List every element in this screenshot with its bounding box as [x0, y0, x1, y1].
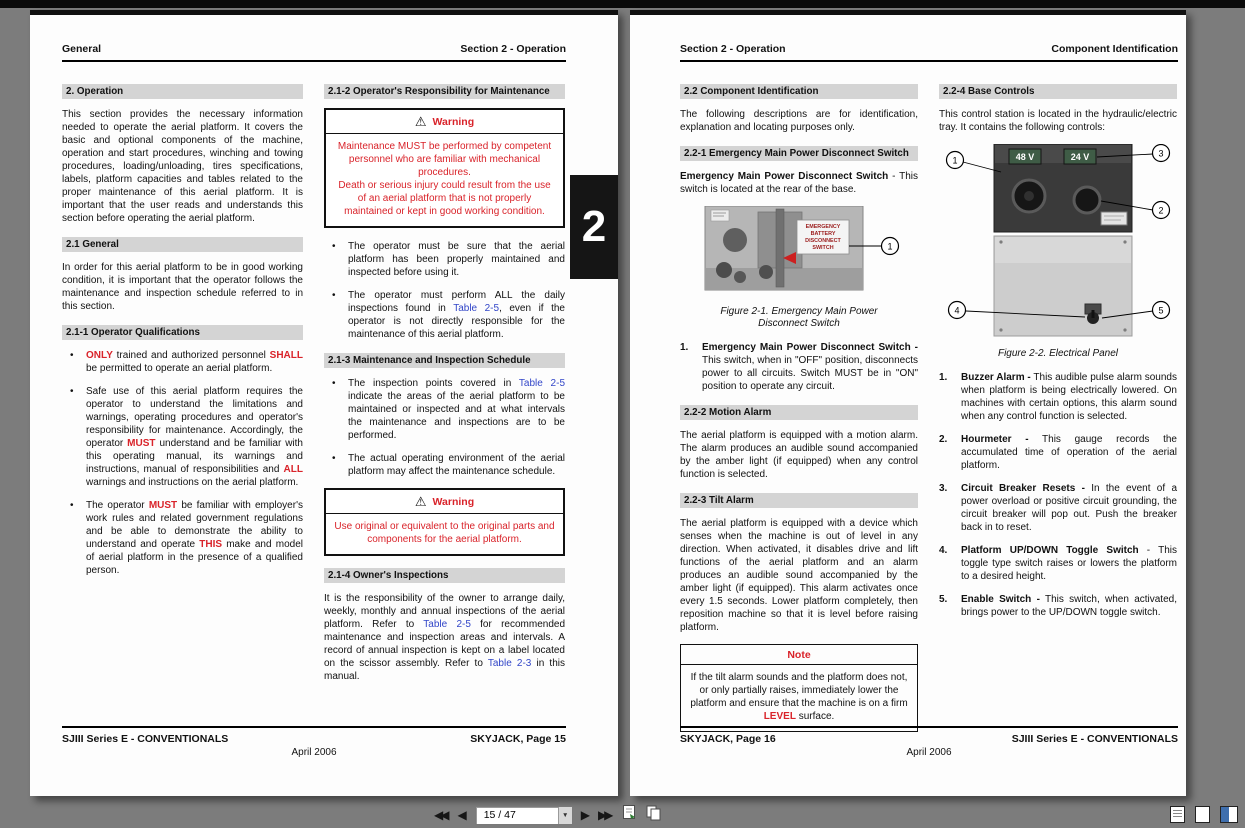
figure-2-1-caption: Figure 2-1. Emergency Main Power Disconnect Switch [720, 306, 878, 329]
bullet-item [62, 499, 303, 577]
text-segment: warnings and instructions on the aerial platform. [86, 477, 299, 488]
warning-body [326, 514, 563, 554]
heading-operation: 2. Operation [62, 84, 303, 99]
page-dropdown-button[interactable]: ▼ [558, 807, 572, 824]
text-segment: surface. [795, 711, 835, 722]
warning-box [324, 108, 565, 228]
text-segment: - This toggle type switch raises or lowers the platform to a desired height. [961, 545, 1178, 582]
table-reference-link[interactable]: Table 2-5 [423, 619, 471, 630]
footer-page-number: SKYJACK, Page 15 [470, 733, 566, 745]
paragraph-tilt-alarm: The aerial platform is equipped with a device which senses when the machine is out of level in any direction. When activated, it disables drive and lift functions of the aerial platform and an alarm produces an audible sound accompanied by the amber light (if equipped). This alarm activates once every 1.5 seconds. Lower platform completely, then reposition machine so that it is level before raising platform. [680, 518, 918, 633]
page-number-field[interactable] [475, 806, 573, 825]
svg-text:2: 2 [1158, 205, 1164, 216]
footer-date: April 2006 [906, 747, 952, 758]
warning-box [324, 488, 565, 556]
running-header-right: Section 2 - Operation [460, 43, 566, 55]
text-segment: This gauge records the accumulated time of operation of the aerial platform. [961, 434, 1177, 471]
last-page-button[interactable]: ▶▶ [597, 808, 611, 822]
voltage-label-24v: 24 V [1070, 152, 1090, 162]
table-reference-link[interactable]: Table 2-3 [487, 658, 532, 669]
text-segment: LEVEL [763, 711, 796, 722]
table-reference-link[interactable]: Table 2-5 [453, 303, 500, 314]
svg-text:DISCONNECT: DISCONNECT [805, 238, 841, 244]
text-segment: , even if the operator is not directly responsible for the maintenance of this aerial platform. [348, 303, 565, 340]
manual-page-16 [630, 10, 1186, 796]
text-segment: Circuit Breaker Resets - [961, 483, 1085, 494]
paragraph-emergency-disconnect [680, 170, 918, 196]
figure-2-1-label-text: EMERGENCY [805, 224, 841, 230]
text-segment: MUST [148, 500, 178, 511]
text-segment: be permitted to operate an aerial platform. [86, 363, 273, 374]
warning-title [326, 490, 563, 514]
heading-motion-alarm: 2.2-2 Motion Alarm [680, 405, 918, 420]
paragraph-component-id: The following descriptions are for identification, explanation and locating purposes only. [680, 109, 918, 133]
window-top-edge [0, 0, 1245, 8]
text-segment: In the event of a power overload or positive circuit grounding, the circuit breaker will pop out. Push the breaker back in to reset. [961, 483, 1178, 533]
text-segment: in this manual. [324, 658, 565, 682]
text-segment: SHALL [269, 350, 303, 361]
svg-text:BATTERY: BATTERY [810, 231, 836, 237]
warning-title [326, 110, 563, 134]
text-segment: This audible pulse alarm sounds when platform is being electrically lowered. On machines with certain options, this alarm sound when any control function is selected. [961, 372, 1177, 422]
note-body [681, 665, 917, 731]
paragraph-owners-inspections [324, 592, 565, 683]
warning-title-text: Warning [432, 116, 475, 128]
single-page-view-icon[interactable] [1195, 806, 1210, 823]
text-segment: It is the responsibility of the owner to arrange daily, weekly, monthly and annual inspections of the aerial platform. Refer to [324, 593, 565, 630]
paragraph-base-controls: This control station is located in the hydraulic/electric tray. It contains the following controls: [939, 109, 1177, 133]
page15-column-2 [324, 84, 565, 693]
running-header-left: General [62, 43, 102, 55]
note-box [680, 644, 918, 732]
figure-2-2-caption: Figure 2-2. Electrical Panel [997, 348, 1119, 359]
text-segment: for recommended maintenance and inspection areas and intervals. A record of annual inspection is kept on a label located on the scissor assembly. Refer to [324, 619, 566, 669]
warning-line: Maintenance MUST be performed by competent personnel who are familiar with mechanical procedures. [337, 141, 552, 178]
text-segment: Emergency Main Power Disconnect Switch - [702, 342, 918, 353]
text-segment: Platform UP/DOWN Toggle Switch [961, 545, 1139, 556]
heading-tilt-alarm: 2.2-3 Tilt Alarm [680, 493, 918, 508]
text-segment: ONLY [86, 350, 113, 361]
footer-date: April 2006 [291, 747, 337, 758]
paragraph-general: In order for this aerial platform to be in good working condition, it is important that the operator follows the maintenance and inspection schedule referred to in this section. [62, 262, 303, 312]
copy-pages-icon[interactable] [645, 804, 662, 826]
heading-operator-responsibility: 2.1-2 Operator's Responsibility for Maintenance [324, 84, 565, 99]
base-controls-list [939, 371, 1177, 619]
text-segment: indicate the areas of the aerial platform to be maintained or inspected and at what intervals the maintenance and inspections are to be performed. [348, 391, 565, 441]
viewer-navigation-toolbar [434, 804, 662, 826]
text-segment: Emergency Main Power Disconnect Switch [680, 171, 889, 182]
figure-2-1-photo [680, 206, 919, 298]
warning-triangle-icon: ⚠ [414, 494, 427, 509]
running-header [62, 43, 566, 62]
bullet-item [324, 289, 565, 341]
paragraph-motion-alarm: The aerial platform is equipped with a motion alarm. The alarm produces an audible sound accompanied by the amber light (if equipped) when any control function is selected. [680, 430, 918, 480]
text-segment: The operator must be sure that the aerial platform has been properly maintained and inspected before using it. [348, 241, 565, 278]
warning-line: Death or serious injury could result from the use of an aerial platform that is not properly maintained or kept in good working condition. [338, 180, 551, 217]
previous-page-button[interactable]: ◀ [457, 808, 467, 822]
warning-title-text: Warning [432, 496, 475, 508]
heading-component-identification: 2.2 Component Identification [680, 84, 918, 99]
gauge-right [1074, 187, 1100, 213]
page16-footer [680, 726, 1178, 758]
footer-series: SJIII Series E - CONVENTIONALS [1011, 733, 1178, 745]
heading-operator-qualifications: 2.1-1 Operator Qualifications [62, 325, 303, 340]
text-segment: Buzzer Alarm - [961, 372, 1031, 383]
figure-2-2-photo [939, 144, 1177, 340]
text-segment: be familiar with employer's work rules and related government regulations and be able to demonstrate the ability to understand and operate [86, 500, 303, 550]
callout-number: 1 [887, 241, 893, 252]
numbered-item: 2. Hourmeter - This gauge records the accumulated time of operation of the aerial platform. [939, 434, 1177, 471]
schedule-bullet-list [324, 377, 565, 478]
text-segment: make and model of aerial platform in the presence of a qualified person. [86, 539, 303, 576]
footer-series: SJIII Series E - CONVENTIONALS [62, 733, 229, 745]
numbered-item: 5. Enable Switch - This switch, when activated, brings power to the UP/DOWN toggle switch. [939, 594, 1177, 618]
text-segment: The actual operating environment of the aerial platform may affect the maintenance schedule. [348, 453, 565, 477]
figure-2-1 [680, 206, 918, 303]
heading-owners-inspections: 2.1-4 Owner's Inspections [324, 568, 565, 583]
svg-text:SWITCH: SWITCH [812, 245, 834, 251]
qualifications-bullet-list [62, 349, 303, 577]
bullet-item [324, 452, 565, 478]
heading-maintenance-schedule: 2.1-3 Maintenance and Inspection Schedule [324, 353, 565, 368]
bullet-item [324, 377, 565, 442]
text-segment: THIS [199, 539, 223, 550]
heading-emergency-disconnect: 2.2-1 Emergency Main Power Disconnect Switch [680, 146, 918, 161]
voltage-label-48v: 48 V [1015, 152, 1035, 162]
responsibility-bullet-list [324, 240, 565, 341]
text-segment: - This switch is located at the rear of the base. [680, 171, 918, 195]
page15-column-1 [62, 84, 303, 693]
text-segment: understand and be familiar with this operating manual, its warnings and instructions, manual of responsibilities and [86, 438, 303, 475]
text-segment: This switch, when in "OFF" position, disconnects power to all circuits. Switch MUST be in "ON" position to operate any circuit. [702, 355, 918, 392]
page15-footer [62, 726, 566, 758]
paragraph-operation: This section provides the necessary information needed to operate the aerial platform. It covers the basic and optional components of the machine, operation and start procedures, winching and towing procedures, loading/unloading, tires specifications, labels, platform capacities and tables related to the proper maintenance of this aerial platform. It is important that the user reads and understands this section before operating the aerial platform. [62, 109, 303, 224]
running-header-left: Section 2 - Operation [680, 43, 786, 55]
warning-body [326, 134, 563, 226]
text-segment: The inspection points covered in [348, 378, 519, 389]
svg-text:5: 5 [1158, 305, 1164, 316]
numbered-item: 4. Platform UP/DOWN Toggle Switch - This toggle type switch raises or lowers the platform to a desired height. [939, 545, 1178, 582]
svg-text:4: 4 [954, 305, 960, 316]
numbered-item: 3. Circuit Breaker Resets - In the event of a power overload or positive circuit grounding, the circuit breaker will pop out. Push the breaker back in to reset. [939, 483, 1178, 533]
svg-text:3: 3 [1158, 148, 1164, 159]
svg-text:1: 1 [952, 155, 958, 166]
running-header [680, 43, 1178, 62]
text-segment: Hourmeter - [961, 434, 1029, 445]
disconnect-switch-list [680, 341, 918, 393]
heading-general: 2.1 General [62, 237, 303, 252]
next-page-button[interactable]: ▶ [580, 808, 590, 822]
bullet-item [324, 240, 565, 279]
export-page-icon[interactable] [621, 804, 637, 826]
text-segment: MUST [127, 438, 156, 449]
text-segment: The operator must perform ALL the daily inspections found in [348, 290, 565, 314]
text-segment: This switch, when activated, brings power to the UP/DOWN toggle switch. [961, 594, 1177, 618]
heading-base-controls: 2.2-4 Base Controls [939, 84, 1177, 99]
numbered-item: 1. Emergency Main Power Disconnect Switch - This switch, when in "OFF" position, disconnects power to all circuits. Switch MUST be in "ON" position to operate any circuit. [680, 342, 918, 392]
text-segment: trained and authorized personnel [112, 350, 270, 361]
running-header-right: Component Identification [1051, 43, 1178, 55]
manual-page-15 [30, 10, 618, 796]
first-page-button[interactable]: ◀◀ [434, 808, 447, 822]
numbered-item: 1. Buzzer Alarm - This audible pulse alarm sounds when platform is being electrically lowered. On machines with certain options, this alarm sound when any control function is selected. [939, 372, 1177, 422]
warning-line: Use original or equivalent to the original parts and components for the aerial platform. [334, 521, 555, 545]
figure-2-2 [939, 144, 1177, 345]
view-mode-controls [1170, 806, 1238, 823]
page16-column-2 [939, 84, 1177, 732]
thumbnails-panel-icon[interactable] [1170, 806, 1185, 823]
bullet-item [62, 385, 303, 489]
page-number-value[interactable]: 15 / 47 [483, 809, 516, 821]
text-segment: The operator [86, 500, 149, 511]
facing-pages-view-icon[interactable] [1220, 806, 1238, 823]
table-reference-link[interactable]: Table 2-5 [518, 378, 566, 389]
page16-column-1 [680, 84, 918, 732]
text-segment: Enable Switch - [961, 594, 1040, 605]
text-segment: If the tilt alarm sounds and the platform does not, or only partially raises, immediately lower the platform and ensure that the machine is on a firm [690, 672, 908, 709]
footer-page-number: SKYJACK, Page 16 [680, 733, 776, 745]
text-segment: Safe use of this aerial platform requires the operator to understand the limitations and warnings, operating procedures and operator's responsibility for maintenance. Accordingly, the operator [86, 386, 303, 449]
section-2-tab: 2 [570, 175, 618, 279]
warning-triangle-icon: ⚠ [414, 114, 427, 129]
bullet-item [62, 349, 303, 375]
text-segment: ALL [283, 464, 303, 475]
note-title: Note [681, 645, 917, 665]
